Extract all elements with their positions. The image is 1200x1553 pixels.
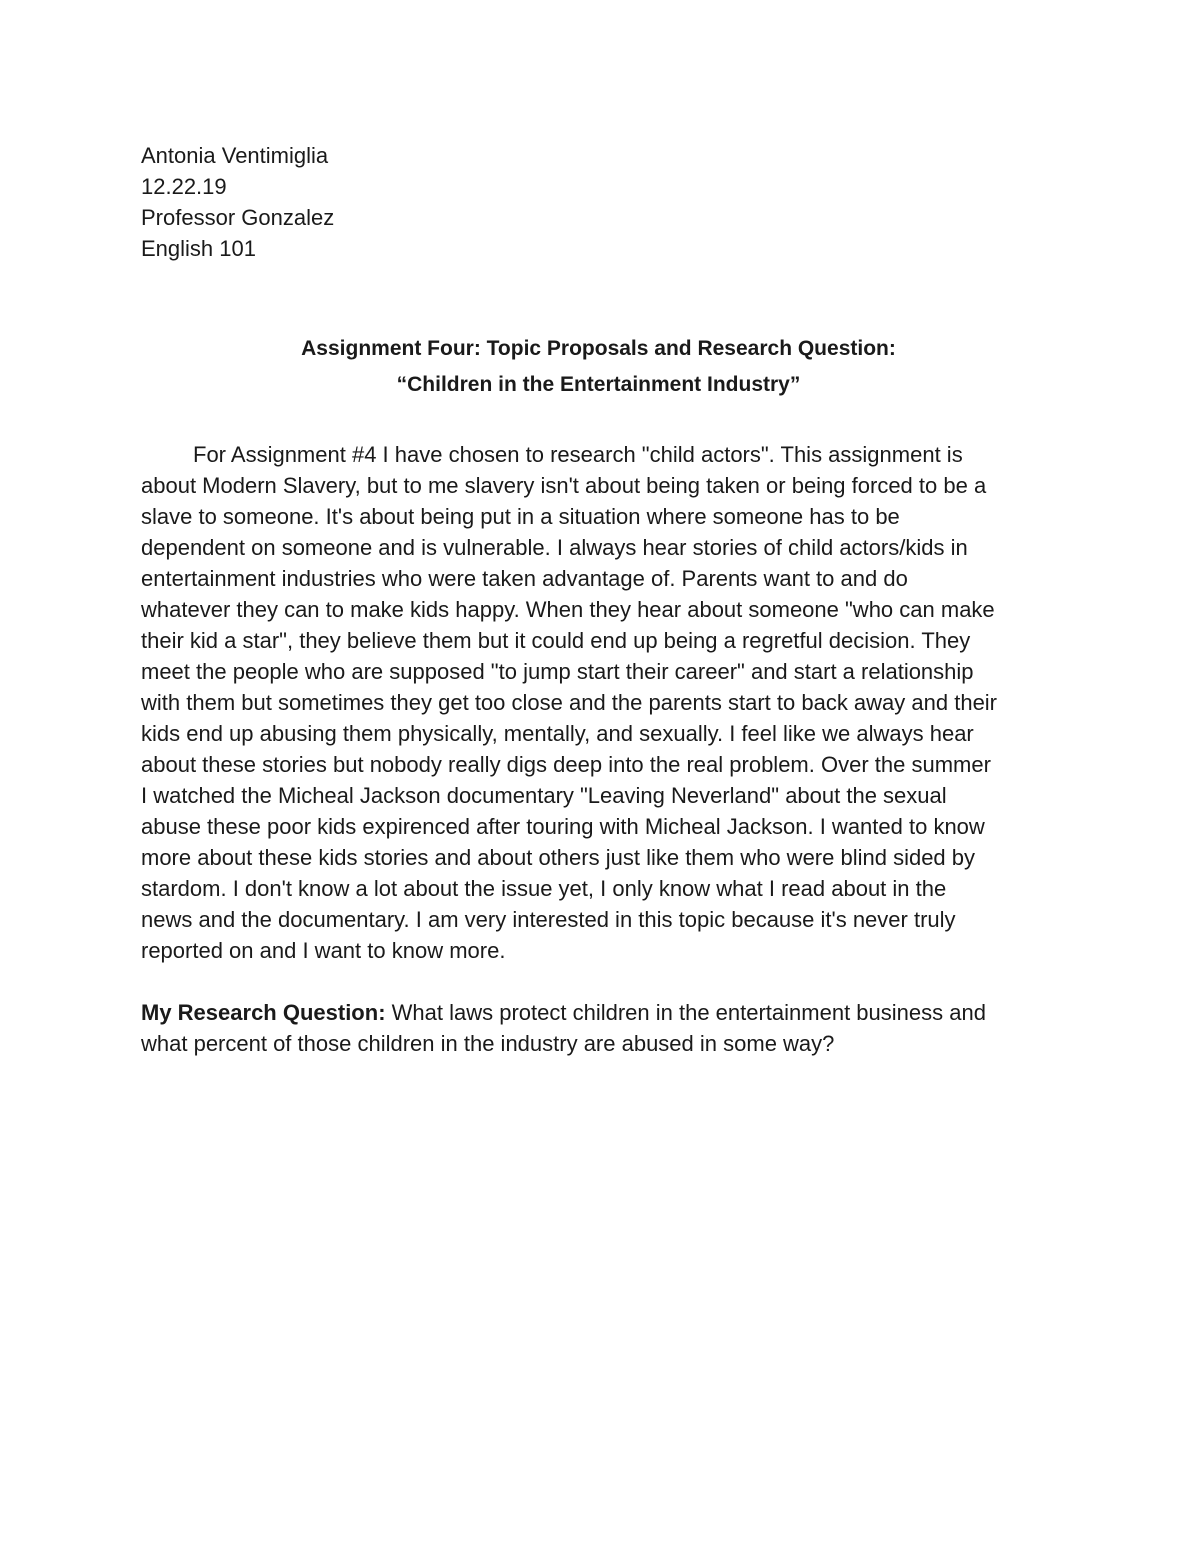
body-line: abuse these poor kids expirenced after touring with Micheal Jackson. I wanted to know [141,814,985,839]
body-line: with them but sometimes they get too close and the parents start to back away and their [141,690,998,715]
research-question [141,997,1066,1059]
body-line: more about these kids stories and about others just like them who were blind sided by [141,845,976,870]
title-line-2: “Children in the Entertainment Industry” [396,373,801,396]
body-line: dependent on someone and is vulnerable. I always hear stories of child actors/kids in [141,535,968,560]
research-line-2: what percent of those children in the industry are abused in some way? [141,1031,835,1056]
document-title [141,331,1056,403]
title-line-1: Assignment Four: Topic Proposals and Research Question: [301,337,896,360]
research-line-1 [141,997,1066,1028]
body-line: kids end up abusing them physically, mentally, and sexually. I feel like we always hear [141,721,974,746]
body-line: slave to someone. It's about being put in a situation where someone has to be [141,504,900,529]
body-paragraph [141,439,1066,966]
professor-name: Professor Gonzalez [141,205,335,230]
document-date: 12.22.19 [141,174,227,199]
body-line: their kid a star", they believe them but it could end up being a regretful decision. They [141,628,971,653]
research-question-label: My Research Question: [141,1000,386,1025]
body-line: whatever they can to make kids happy. When they hear about someone "who can make [141,597,995,622]
body-line: entertainment industries who were taken advantage of. Parents want to and do [141,566,908,591]
body-line: about Modern Slavery, but to me slavery isn't about being taken or being forced to be a [141,473,987,498]
body-line: stardom. I don't know a lot about the issue yet, I only know what I read about in the [141,876,947,901]
body-line: reported on and I want to know more. [141,938,506,963]
course-name: English 101 [141,236,256,261]
document-header [141,140,1066,264]
document-page [141,140,1066,1059]
body-line: For Assignment #4 I have chosen to research "child actors". This assignment is [193,442,963,467]
body-line: meet the people who are supposed "to jump start their career" and start a relationship [141,659,974,684]
body-line: I watched the Micheal Jackson documentary "Leaving Neverland" about the sexual [141,783,947,808]
body-line: news and the documentary. I am very interested in this topic because it's never truly [141,907,956,932]
research-question-text: What laws protect children in the entertainment business and [385,1000,986,1025]
author-name: Antonia Ventimiglia [141,143,329,168]
body-line: about these stories but nobody really digs deep into the real problem. Over the summer [141,752,991,777]
